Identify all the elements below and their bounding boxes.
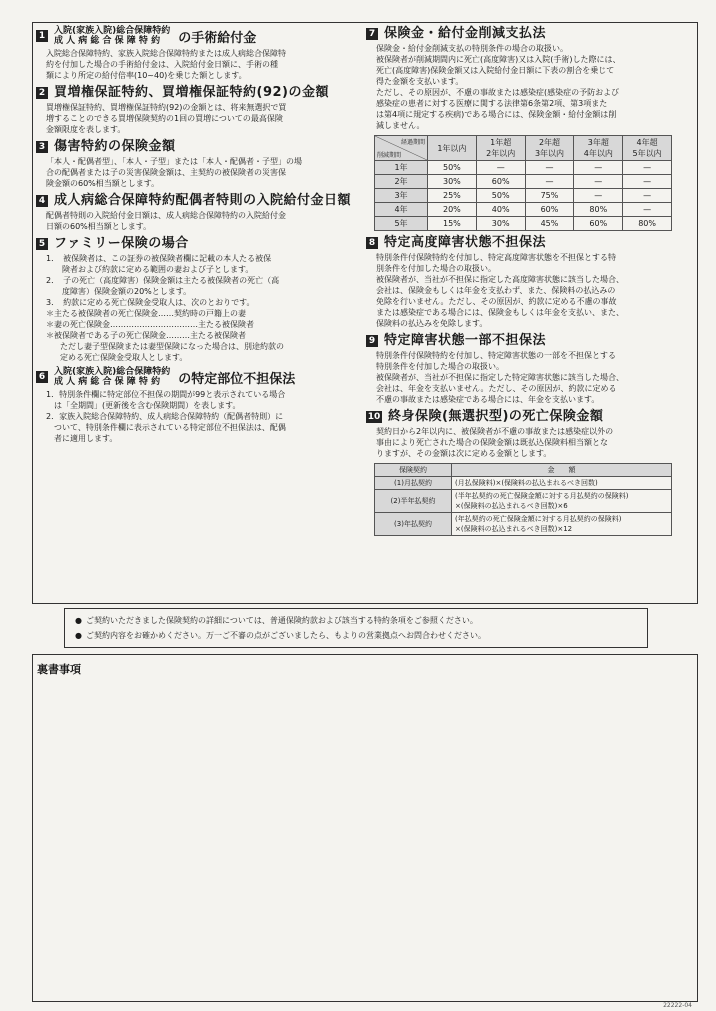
section-title: 買増権保証特約、買増権保証特約(92)の金額 — [54, 85, 329, 100]
body-line: は第4項に規定する疾病)である場合には、保険金額・給付金額は削 — [376, 110, 617, 119]
table-cell: 60% — [574, 217, 623, 231]
corner-bottom-label: 削減期間 — [377, 152, 402, 159]
body-line: 免除を行いません。ただし、その原因が、約款に定める不慮の事故 — [376, 297, 617, 306]
list-item: 者に適用します。 — [46, 434, 118, 443]
body-line: 配偶者特則の入院給付金日額は、成人病総合保障特約の入院給付金 — [46, 211, 286, 220]
amount-cell: (半年払契約の死亡保険金額に対する月払契約の保険料) ×(保険料の払込まれるべき回数)×6 — [452, 490, 672, 513]
list-item: 険者および約款に定める範囲の妻および子とします。 — [46, 265, 254, 274]
table-cell: 40% — [476, 203, 525, 217]
section-1 — [36, 26, 356, 81]
section-7 — [366, 26, 698, 231]
death-benefit-table — [374, 463, 672, 536]
list-item: ＊妻の死亡保険金……………………………主たる被保険者 — [46, 320, 254, 329]
endorsement-box — [32, 654, 698, 1002]
table-cell: 80% — [574, 203, 623, 217]
list-item: ただし妻子型保険または妻型保険になった場合は、別途約款の — [60, 342, 284, 351]
left-column — [36, 26, 356, 448]
body-line: 不慮の事故または感染症である場合には、年金を支払います。 — [376, 395, 600, 404]
reduction-rate-table — [374, 135, 672, 231]
column-header: 2年超 3年以内 — [525, 136, 574, 161]
body-line: 類により所定の給付倍率(10~40)を乗じた額とします。 — [46, 71, 247, 80]
table-cell: 45% — [525, 217, 574, 231]
section-number: 10 — [367, 411, 381, 422]
list-item: 定める死亡保険金受取人とします。 — [60, 353, 188, 362]
body-line: 契約日から2年以内に、被保険者が不慮の事故または感染症以外の — [376, 427, 614, 436]
table-cell: — — [623, 175, 672, 189]
notice-text: ご契約内容をお確かめください。万一ご不審の点がございましたら、もよりの営業拠点へお問合わせください。 — [85, 631, 486, 640]
table-row — [375, 203, 672, 217]
amount-cell: (年払契約の死亡保険金額に対する月払契約の保険料) ×(保険料の払込まれるべき回数)×12 — [452, 513, 672, 536]
body-line: りますが、その金額は次に定める金額とします。 — [376, 449, 552, 458]
body-line: 保険金・給付金削減支払の特別条件の場合の取扱い。 — [376, 44, 568, 53]
bullet-icon: ● — [75, 616, 82, 625]
section-title: 保険金・給付金削減支払法 — [384, 26, 547, 41]
table-row — [375, 217, 672, 231]
table-cell: — — [525, 175, 574, 189]
table-cell: — — [574, 161, 623, 175]
column-header: 金 額 — [452, 464, 672, 477]
column-header: 3年超 4年以内 — [574, 136, 623, 161]
section-number: 3 — [36, 141, 48, 153]
column-header: 1年超 2年以内 — [476, 136, 525, 161]
body-line: 険金額の60%相当額とします。 — [46, 179, 160, 188]
table-cell: 30% — [476, 217, 525, 231]
contract-type: (3)年払契約 — [375, 513, 452, 536]
body-line: 会社は、保険金もしくは年金を支払わず、また、保険料の払込みの — [376, 286, 616, 295]
table-cell: 60% — [525, 203, 574, 217]
table-cell: 60% — [476, 175, 525, 189]
table-cell: 50% — [476, 189, 525, 203]
table-row — [375, 189, 672, 203]
contract-type: (1)月払契約 — [375, 477, 452, 490]
amount-cell: (月払保険料)×(保険料の払込まれるべき回数) — [452, 477, 672, 490]
body-line: 合の配偶者または子の災害保険金額は、主契約の被保険者の災害保 — [46, 168, 286, 177]
list-item: ＊主たる被保険者の死亡保険金……契約時の戸籍上の妻 — [46, 309, 246, 318]
section-title-line2: 成 人 病 総 合 保 障 特 約 — [54, 377, 161, 387]
row-label: 3年 — [375, 189, 428, 203]
section-title: 終身保険(無選択型)の死亡保険金額 — [388, 409, 604, 424]
list-item: 度障害）保険金額の20%とします。 — [46, 287, 192, 296]
list-item: 2．家族入院総合保障特約、成人病総合保障特約（配偶者特則）に — [46, 412, 284, 421]
table-cell: — — [476, 161, 525, 175]
body-line: 特別条件付保険特約を付加し、特定高度障害状態を不担保とする特 — [376, 253, 616, 262]
notice-box — [64, 608, 648, 648]
table-cell: 30% — [428, 175, 477, 189]
body-line: 被保険者が、当社が不担保に指定した特定障害状態に該当した場合、 — [376, 373, 624, 382]
section-title-line2: 成 人 病 総 合 保 障 特 約 — [54, 36, 161, 46]
section-number: 7 — [366, 28, 378, 40]
table-cell: 25% — [428, 189, 477, 203]
body-line: 特別条件付保険特約を付加し、特定障害状態の一部を不担保とする — [376, 351, 616, 360]
table-corner — [375, 136, 427, 160]
body-line: 約を付加した場合の手術給付金は、入院給付金日額に、手術の種 — [46, 60, 278, 69]
notice-line — [75, 628, 637, 643]
body-line: 入院総合保障特約、家族入院総合保障特約または成人病総合保障特 — [46, 49, 286, 58]
section-title-suffix: の手術給付金 — [178, 30, 257, 46]
section-number: 6 — [36, 371, 48, 383]
corner-top-label: 経過期間 — [400, 139, 425, 146]
section-title: 特定障害状態一部不担保法 — [384, 333, 547, 348]
body-line: 減しません。 — [376, 121, 425, 130]
body-line: ただし、その原因が、不慮の事故または感染症(感染症の予防および — [376, 88, 620, 97]
body-line: 被保険者が削減期間内に死亡(高度障害)又は入院(手術)した際には、 — [376, 55, 621, 64]
row-label: 4年 — [375, 203, 428, 217]
body-line: 別条件を付加した場合の取扱い。 — [376, 264, 496, 273]
section-5 — [36, 236, 356, 363]
body-line: または感染症である場合には、保険金もしくは年金を支払い、また、 — [376, 308, 624, 317]
table-cell: 80% — [623, 217, 672, 231]
section-number: 5 — [36, 238, 48, 250]
section-8 — [366, 235, 698, 329]
section-2 — [36, 85, 356, 135]
body-line: 死亡(高度障害)保険金額又は入院給付金日額に下表の割合を乗じて — [376, 66, 615, 75]
list-item: 1．特別条件欄に特定部位不担保の期間が99と表示されている場合 — [46, 390, 286, 399]
right-column — [366, 26, 698, 540]
section-title: 特定高度障害状態不担保法 — [384, 235, 547, 250]
table-row — [375, 477, 672, 490]
table-row — [375, 161, 672, 175]
body-line: 増することのできる買増保険契約の1回の買増についての最高保険 — [46, 114, 283, 123]
section-number: 9 — [366, 335, 378, 347]
table-cell: 75% — [525, 189, 574, 203]
body-line: 日額の60%相当額とします。 — [46, 222, 152, 231]
section-title-line1: 入院(家族入院)総合保障特約 — [54, 367, 171, 377]
form-code: 22222-04 — [663, 1002, 692, 1009]
section-title: ファミリー保険の場合 — [54, 236, 189, 251]
section-number: 8 — [366, 237, 378, 249]
table-row — [375, 513, 672, 536]
body-line: 保険料の払込みを免除します。 — [376, 319, 488, 328]
endorsement-title: 裏書事項 — [37, 663, 81, 676]
column-header: 4年超 5年以内 — [623, 136, 672, 161]
list-item: ＊被保険者である子の死亡保険金………主たる被保険者 — [46, 331, 246, 340]
notice-text: ご契約いただきました保険契約の詳細については、普通保険約款および該当する特約条項をご参照ください。 — [85, 616, 478, 625]
table-cell: — — [623, 161, 672, 175]
section-title-line1: 入院(家族入院)総合保障特約 — [54, 26, 171, 36]
column-header: 1年以内 — [428, 136, 477, 161]
body-line: 得た金額を支払います。 — [376, 77, 464, 86]
column-header: 保険契約 — [375, 464, 452, 477]
table-cell: — — [525, 161, 574, 175]
row-label: 1年 — [375, 161, 428, 175]
list-item: 1． 被保険者は、この証券の被保険者欄に記載の本人たる被保 — [46, 254, 272, 263]
section-10 — [366, 409, 698, 536]
body-line: 金額限度を表します。 — [46, 125, 126, 134]
section-6 — [36, 367, 356, 444]
body-line: 特別条件を付加した場合の取扱い。 — [376, 362, 504, 371]
table-cell: 15% — [428, 217, 477, 231]
table-row — [375, 490, 672, 513]
body-line: 会社は、年金を支払いません。ただし、その原因が、約款に定める — [376, 384, 617, 393]
section-number: 4 — [36, 195, 48, 207]
bullet-icon: ● — [75, 631, 82, 640]
list-item: 3． 約款に定める死亡保険金受取人は、次のとおりです。 — [46, 298, 255, 307]
contract-type: (2)半年払契約 — [375, 490, 452, 513]
body-line: 感染症の患者に対する医療に関する法律第6条第2項、第3項また — [376, 99, 608, 108]
list-item: ついて、特別条件欄に表示されている特定部位不担保法は、配偶 — [46, 423, 286, 432]
table-cell: 20% — [428, 203, 477, 217]
row-label: 2年 — [375, 175, 428, 189]
section-4 — [36, 193, 356, 232]
table-cell: — — [623, 189, 672, 203]
notice-line — [75, 613, 637, 628]
table-cell: 50% — [428, 161, 477, 175]
table-cell: — — [574, 189, 623, 203]
section-title: 成人病総合保障特約配偶者特則の入院給付金日額 — [54, 193, 352, 208]
section-title: 傷害特約の保険金額 — [54, 139, 176, 154]
table-cell: — — [574, 175, 623, 189]
list-item: は「全期間」(更新後を含む保険期間）を表します。 — [46, 401, 241, 410]
body-line: 事由により死亡された場合の保険金額は既払込保険料相当額とな — [376, 438, 608, 447]
section-9 — [366, 333, 698, 405]
section-number: 2 — [36, 87, 48, 99]
section-3 — [36, 139, 356, 189]
body-line: 買増権保証特約、買増権保証特約(92)の金額とは、将来無選択で買 — [46, 103, 287, 112]
body-line: 被保険者が、当社が不担保に指定した高度障害状態に該当した場合、 — [376, 275, 624, 284]
table-cell: — — [623, 203, 672, 217]
body-line: 「本人・配偶者型」、「本人・子型」または「本人・配偶者・子型」の場 — [46, 157, 302, 166]
row-label: 5年 — [375, 217, 428, 231]
table-row — [375, 175, 672, 189]
list-item: 2． 子の死亡（高度障害）保険金額は主たる被保険者の死亡（高 — [46, 276, 280, 285]
section-title-suffix: の特定部位不担保法 — [178, 371, 296, 387]
section-number: 1 — [36, 30, 48, 42]
